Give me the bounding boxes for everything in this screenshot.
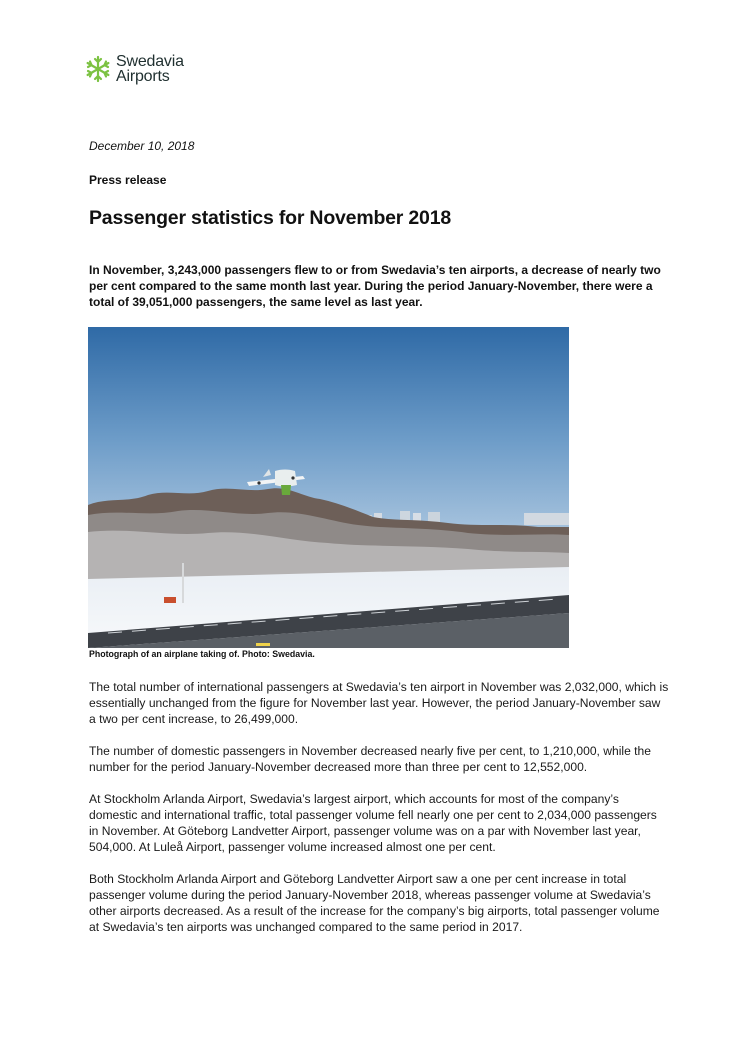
paragraph-arlanda: At Stockholm Arlanda Airport, Swedavia’s largest airport, which accounts for most of the company’s domestic and international traffic, total passenger volume fell nearly one per cent to 2,034,000 passengers in November. At Göteborg Landvetter Airport, passenger volume was on a par with November last year, 504,000. At Luleå Airport, passenger volume increased almost one per cent. (89, 792, 657, 855)
page-title: Passenger statistics for November 2018 (89, 207, 451, 229)
airplane-photo-illustration (88, 327, 569, 648)
document-kind: Press release (89, 173, 167, 187)
swedavia-logo (84, 54, 184, 84)
paragraph-domestic: The number of domestic passengers in November decreased nearly five per cent, to 1,210,000, while the number for the period January-November decreased more than three per cent to 12,552,000. (89, 744, 651, 775)
paragraph-international: The total number of international passengers at Swedavia’s ten airport in November was 2,032,000, which is essentially unchanged from the figure for November last year. However, the period January-November saw a two per cent increase, to 26,499,000. (89, 680, 669, 727)
snowflake-logo-icon (84, 55, 112, 83)
logo-line-1: Swedavia (116, 53, 184, 70)
logo-line-2: Airports (116, 68, 170, 85)
logo-wordmark (116, 54, 184, 84)
lead-paragraph: In November, 3,243,000 passengers flew to or from Swedavia’s ten airports, a decrease of nearly two per cent compared to the same month last year. During the period January-November, there were a total of 39,051,000 passengers, the same level as last year. (89, 263, 661, 309)
photo-caption: Photograph of an airplane taking of. Photo: Swedavia. (89, 649, 315, 659)
release-date: December 10, 2018 (89, 139, 195, 153)
paragraph-summary: Both Stockholm Arlanda Airport and Göteborg Landvetter Airport saw a one per cent increase in total passenger volume during the period January-November 2018, whereas passenger volume at Swedavia’s other airports decreased. As a result of the increase for the company’s big airports, total passenger volume at Swedavia’s ten airports was unchanged compared to the same period in 2017. (89, 872, 660, 935)
airplane-photo (88, 327, 569, 648)
